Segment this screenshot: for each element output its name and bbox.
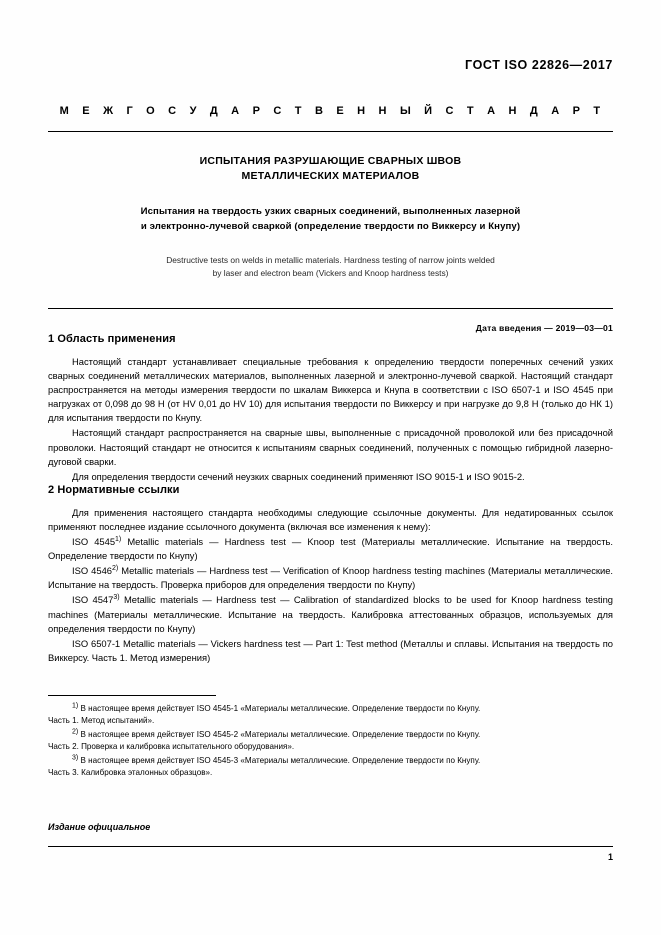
normative-reference-1 [48, 535, 613, 563]
title-english-line2: by laser and electron beam (Vickers and Knoop hardness tests) [212, 268, 449, 278]
reference-1-text: Metallic materials — Hardness test — Knoop test (Материалы металлические. Испытание на твердость. Определение твердости по Кнупу) [48, 536, 613, 562]
section-2-paragraph-1: Для применения настоящего стандарта необходимы следующие ссылочные документы. Для недатированных ссылок применяют последнее издание ссылочного документа (включая все изменения к нему): [48, 506, 613, 532]
section-1-paragraph-1: Настоящий стандарт устанавливает специальные требования к определению твердости поперечных сечений узких сварных соединений металлических материалов, выполненных лазерной и электронно-лучевой сваркой. Настоящий стандарт распространяется на методы измерения твердости по шкалам Виккерса и Кнупа в соответствии с ISO 6507-1 и ISO 4545 при нагрузках от 0,098 до 98 Н (от HV 0,01 до HV 10) для испытания твердости по Виккерсу и при нагрузке до 9,8 Н (только до НК 1) для испытания твердости по Кнупу. [48, 356, 613, 424]
reference-2-footnote-marker: 2) [112, 565, 119, 573]
footnote-3 [48, 755, 613, 780]
footnote-1-text-1: В настоящее время действует ISO 4545-1 «Материалы металлические. Определение твердости по Кнупу. [78, 703, 481, 713]
divider-top [48, 131, 613, 132]
footnote-3-marker: 3) [72, 753, 79, 761]
title-main-line1: ИСПЫТАНИЯ РАЗРУШАЮЩИЕ СВАРНЫХ ШВОВ [199, 155, 462, 167]
reference-3-code: ISO 4547 [72, 594, 114, 606]
reference-2-text: Metallic materials — Hardness test — Verification of Knoop hardness testing machines (Материалы металлические. Испытание на твердость. Проверка приборов для определения твердости по Кнупу) [48, 565, 614, 591]
section-1-heading: 1 Область применения [48, 333, 176, 345]
footnote-1-line-1 [48, 703, 613, 715]
reference-1-code: ISO 4545 [72, 536, 116, 548]
page-content [48, 0, 613, 935]
section-2-heading: 2 Нормативные ссылки [48, 483, 180, 496]
title-sub-line1: Испытания на твердость узких сварных соединений, выполненных лазерной [140, 206, 521, 217]
footnote-2-line-1 [48, 729, 613, 741]
title-block [48, 154, 613, 280]
divider-bottom [48, 308, 613, 309]
section-1-paragraph-3: Для определения твердости сечений неузких сварных соединений применяют ISO 9015-1 и ISO 9015-2. [72, 470, 525, 482]
footnote-1-line-2: Часть 1. Метод испытаний». [48, 716, 155, 726]
footnote-2-text-1: В настоящее время действует ISO 4545-2 «Материалы металлические. Определение твердости по Кнупу. [78, 729, 481, 739]
footnote-1 [48, 703, 613, 728]
reference-1-footnote-marker: 1) [115, 535, 122, 543]
normative-reference-4: ISO 6507-1 Metallic materials — Vickers hardness test — Part 1: Test method (Металлы и сплавы. Испытания на твердость по Виккерсу. Часть 1. Метод измерения) [48, 637, 613, 663]
footer-divider [48, 846, 613, 847]
footnote-2 [48, 729, 613, 754]
footnote-1-marker: 1) [72, 702, 79, 710]
footnote-3-text-1: В настоящее время действует ISO 4545-3 «Материалы металлические. Определение твердости по Кнупу. [78, 755, 481, 765]
section-1-paragraph-2: Настоящий стандарт распространяется на сварные швы, выполненные с присадочной проволокой или без присадочной проволоки. Настоящий стандарт не относится к испытаниям сварных соединений, полученных с помощью гибридной лазерно-дуговой сварки. [48, 427, 613, 467]
footnote-divider [48, 695, 216, 696]
page-number: 1 [607, 852, 613, 862]
footnote-2-line-2: Часть 2. Проверка и калибровка испытательного оборудования». [48, 742, 295, 752]
footnote-3-line-1 [48, 755, 613, 767]
title-main-line2: МЕТАЛЛИЧЕСКИХ МАТЕРИАЛОВ [241, 170, 420, 182]
footnotes-block [48, 703, 613, 779]
date-of-introduction: Дата введения — 2019—03—01 [475, 323, 613, 333]
reference-3-footnote-marker: 3) [113, 594, 120, 602]
interstate-standard-label: М Е Ж Г О С У Д А Р С Т В Е Н Н Ы Й С Т А Н Д А Р Т [59, 105, 606, 117]
title-english-line1: Destructive tests on welds in metallic materials. Hardness testing of narrow joints welded [166, 255, 495, 265]
footnote-3-line-2: Часть 3. Калибровка эталонных образцов». [48, 767, 213, 777]
standard-code: ГОСТ ISO 22826—2017 [465, 58, 613, 72]
footnote-2-marker: 2) [72, 728, 79, 735]
normative-reference-2 [48, 564, 613, 592]
reference-2-code: ISO 4546 [72, 565, 112, 577]
official-edition-note: Издание официальное [48, 822, 151, 832]
reference-3-text: Metallic materials — Hardness test — Calibration of standardized blocks to be used for Knoop hardness testing machines (Материалы металлические. Испытание на твердость. Калибровка аттестованных образцов, используемых для определения твердости по Кнупу) [48, 594, 613, 634]
normative-reference-3 [48, 593, 613, 635]
title-sub-line2: и электронно-лучевой сваркой (определение твердости по Виккерсу и Кнупу) [140, 220, 521, 232]
